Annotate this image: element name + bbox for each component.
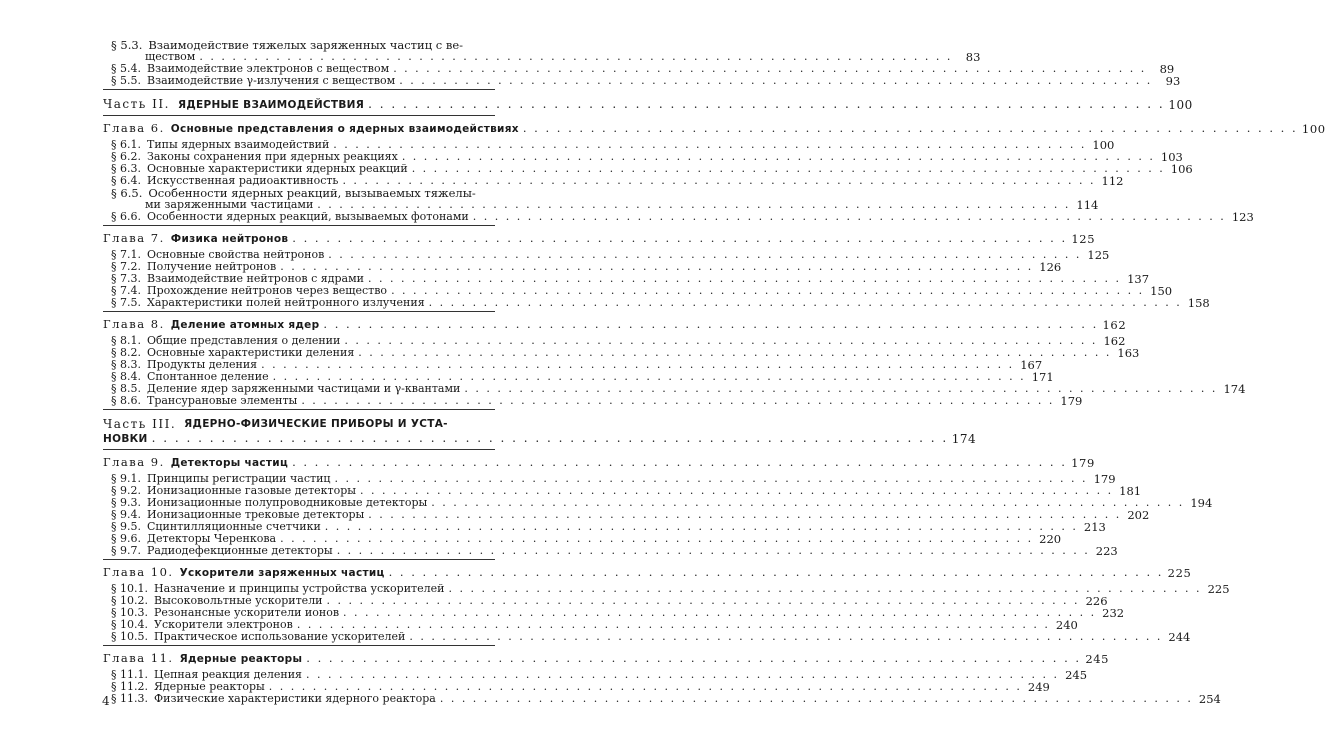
chapter-title-wrap	[103, 456, 1067, 469]
section-title: Прохождение нейтронов через вещество	[147, 284, 388, 297]
chapter-line	[103, 317, 1127, 332]
part-title: ЯДЕРНО-ФИЗИЧЕСКИЕ ПРИБОРЫ И УСТА-	[184, 418, 448, 430]
toc-page-number: 223	[1095, 544, 1118, 558]
section-title: Принципы регистрации частиц	[147, 472, 331, 485]
toc-page-number: 225	[1167, 566, 1192, 580]
toc-page-number: 106	[1170, 162, 1193, 176]
section-number: § 11.1.	[111, 668, 148, 681]
chapter-title: Ускорители заряженных частиц	[179, 567, 385, 579]
part-heading	[103, 409, 977, 446]
chapter-label: Глава 8.	[103, 317, 165, 331]
part-line	[103, 418, 495, 430]
section-title: Практическое использование ускорителей	[154, 630, 406, 643]
toc-page-number: 162	[1102, 318, 1127, 332]
section-number: § 10.4.	[111, 618, 148, 631]
section-line	[111, 210, 1254, 224]
section-title-wrap	[111, 211, 1226, 223]
section-title: Взаимодействие нейтронов с ядрами	[147, 272, 364, 285]
section-title-wrap	[111, 75, 1152, 87]
section-title-wrap	[111, 395, 1054, 407]
toc-page-number: 126	[1039, 260, 1062, 274]
section-title: Ускорители электронов	[154, 618, 293, 631]
toc-page-number: 245	[1065, 668, 1088, 682]
section-number: § 9.6.	[111, 532, 141, 545]
section-number: § 8.5.	[111, 382, 141, 395]
section-title: Трансурановые элементы	[147, 394, 298, 407]
toc-page-number: 171	[1031, 370, 1054, 384]
toc-page-number: 167	[1020, 358, 1043, 372]
chapter-title: Физика нейтронов	[170, 233, 289, 245]
section-title: Особенности ядерных реакций, вызываемых фотонами	[147, 210, 469, 223]
section-title: Взаимодействие электронов с веществом	[147, 62, 390, 75]
toc-section	[103, 74, 1181, 88]
chapter-title: Ядерные реакторы	[179, 653, 303, 665]
toc-page-number: 232	[1102, 606, 1125, 620]
section-line	[111, 394, 1083, 408]
toc-section	[103, 296, 1210, 310]
chapter-title-wrap	[103, 232, 1067, 245]
part-title-cont	[103, 432, 948, 445]
toc-page-number: 179	[1060, 394, 1083, 408]
section-number: § 6.5.	[111, 186, 143, 200]
toc-section	[103, 692, 1221, 706]
section-title: Взаимодействие тяжелых заряженных частиц с ве-	[148, 38, 464, 52]
toc-page-number: 125	[1087, 248, 1110, 262]
section-line	[111, 544, 1118, 558]
toc-page-number: 174	[951, 432, 977, 446]
toc-page-number: 179	[1093, 472, 1116, 486]
section-number: § 9.3.	[111, 496, 141, 509]
section-title: Ионизационные газовые детекторы	[147, 484, 357, 497]
chapter-title-wrap	[103, 122, 1298, 135]
section-number: § 9.7.	[111, 544, 141, 557]
section-number: § 7.3.	[111, 272, 141, 285]
section-title: Цепная реакция деления	[154, 668, 302, 681]
section-number: § 9.1.	[111, 472, 141, 485]
part-line	[103, 97, 1193, 112]
part-label: Часть III.	[103, 417, 177, 431]
part-line	[103, 432, 977, 446]
toc-page-number: 225	[1207, 582, 1230, 596]
part-title-2: НОВКИ	[103, 433, 148, 445]
chapter-title: Основные представления о ядерных взаимодействиях	[170, 123, 519, 135]
chapter-heading	[103, 225, 1096, 246]
chapter-line	[103, 651, 1110, 666]
section-line	[111, 630, 1191, 644]
toc-page-number: 100	[1301, 122, 1326, 136]
toc-page-number: 244	[1168, 630, 1191, 644]
section-number: § 8.4.	[111, 370, 141, 383]
toc-page-number: 202	[1127, 508, 1150, 522]
section-title: Ионизационные трековые детекторы	[147, 508, 365, 521]
toc-page-number: 226	[1085, 594, 1108, 608]
section-title: Основные свойства нейтронов	[147, 248, 325, 261]
toc-page-number: 100	[1168, 98, 1193, 112]
page-number: 4	[102, 694, 110, 708]
section-number: § 9.2.	[111, 484, 141, 497]
section-number: § 7.2.	[111, 260, 141, 273]
section-line	[111, 692, 1221, 706]
section-title: Сцинтилляционные счетчики	[147, 520, 321, 533]
section-number: § 5.5.	[111, 74, 141, 87]
section-title: Высоковольтные ускорители	[154, 594, 323, 607]
section-title: Основные характеристики деления	[147, 346, 355, 359]
section-title: Назначение и принципы устройства ускорителей	[154, 582, 445, 595]
section-number: § 9.4.	[111, 508, 141, 521]
section-number: § 10.3.	[111, 606, 148, 619]
section-number: § 9.5.	[111, 520, 141, 533]
section-title-wrap	[111, 545, 1090, 557]
section-title: Спонтанное деление	[147, 370, 269, 383]
chapter-line	[103, 121, 1326, 136]
chapter-line	[103, 565, 1192, 580]
section-title: Искусственная радиоактивность	[147, 174, 339, 187]
toc-page-number: 150	[1150, 284, 1173, 298]
section-title: Радиодефекционные детекторы	[147, 544, 333, 557]
toc-page-number: 240	[1055, 618, 1078, 632]
section-number: § 10.5.	[111, 630, 148, 643]
chapter-line	[103, 455, 1095, 470]
section-number: § 6.2.	[111, 150, 141, 163]
section-number: § 7.1.	[111, 248, 141, 261]
toc-page-number: 249	[1027, 680, 1050, 694]
section-number: § 8.6.	[111, 394, 141, 407]
toc-page-number: 123	[1231, 210, 1254, 224]
section-number: § 11.3.	[111, 692, 148, 705]
table-of-contents	[103, 38, 1326, 706]
part-heading	[103, 89, 1193, 112]
section-title: Резонансные ускорители ионов	[154, 606, 340, 619]
section-number: § 6.1.	[111, 138, 141, 151]
toc-page-number: 162	[1103, 334, 1126, 348]
toc-page-number: 137	[1127, 272, 1150, 286]
section-title: Ядерные реакторы	[154, 680, 265, 693]
section-number: § 8.3.	[111, 358, 141, 371]
section-number: § 11.2.	[111, 680, 148, 693]
section-title: Особенности ядерных реакций, вызываемых тяжелы-	[148, 186, 476, 200]
toc-section	[103, 210, 1254, 224]
toc-page-number: 112	[1101, 174, 1124, 188]
section-title: Физические характеристики ядерного реактора	[154, 692, 436, 705]
toc-page-number: 220	[1039, 532, 1062, 546]
chapter-heading	[103, 115, 1326, 136]
chapter-label: Глава 9.	[103, 455, 165, 469]
toc-page-number: 89	[1159, 62, 1175, 76]
section-number: § 8.1.	[111, 334, 141, 347]
toc-page-number: 163	[1117, 346, 1140, 360]
chapter-label: Глава 6.	[103, 121, 165, 135]
section-title: Законы сохранения при ядерных реакциях	[147, 150, 398, 163]
toc-page-number: 179	[1071, 456, 1095, 470]
toc-section	[103, 394, 1083, 408]
section-title: ществом	[145, 50, 196, 63]
part-title: ЯДЕРНЫЕ ВЗАИМОДЕЙСТВИЯ	[177, 99, 365, 111]
section-number: § 6.3.	[111, 162, 141, 175]
toc-page-number: 103	[1160, 150, 1183, 164]
toc-page-number: 114	[1076, 198, 1099, 212]
chapter-title-wrap	[103, 318, 1098, 331]
section-title: Основные характеристики ядерных реакций	[147, 162, 408, 175]
chapter-label: Глава 11.	[103, 651, 174, 665]
section-number: § 7.4.	[111, 284, 141, 297]
chapter-heading	[103, 645, 1110, 666]
section-number: § 5.4.	[111, 62, 141, 75]
section-number: § 6.6.	[111, 210, 141, 223]
section-title: Взаимодействие γ-излучения с веществом	[147, 74, 396, 87]
toc-page-number: 100	[1092, 138, 1115, 152]
toc-page-number: 181	[1119, 484, 1142, 498]
section-title-wrap	[111, 693, 1193, 705]
section-title: Ионизационные полупроводниковые детекторы	[147, 496, 428, 509]
toc-page-number: 158	[1187, 296, 1210, 310]
section-number: § 7.5.	[111, 296, 141, 309]
section-number: § 5.3.	[111, 38, 143, 52]
chapter-label: Глава 7.	[103, 231, 165, 245]
section-number: § 8.2.	[111, 346, 141, 359]
chapter-heading	[103, 449, 1095, 470]
chapter-title: Деление атомных ядер	[170, 319, 320, 331]
toc-page-number: 194	[1190, 496, 1213, 510]
chapter-heading	[103, 311, 1127, 332]
toc-page-number: 213	[1083, 520, 1106, 534]
chapter-title-wrap	[103, 652, 1081, 665]
section-title: Общие представления о делении	[147, 334, 341, 347]
chapter-title-wrap	[103, 566, 1163, 579]
part-title-wrap	[103, 98, 1165, 111]
section-title-wrap	[111, 297, 1182, 309]
toc-section	[103, 38, 981, 64]
chapter-title: Детекторы частиц	[170, 457, 289, 469]
toc-page-number: 174	[1223, 382, 1246, 396]
section-title: ми заряженными частицами	[145, 198, 314, 211]
toc-section	[103, 186, 1099, 212]
section-line	[111, 74, 1181, 88]
section-number: § 6.4.	[111, 174, 141, 187]
toc-page-number: 83	[965, 50, 981, 64]
section-title: Характеристики полей нейтронного излучения	[147, 296, 425, 309]
toc-section	[103, 630, 1191, 644]
section-title: Продукты деления	[147, 358, 258, 371]
toc-section	[103, 544, 1118, 558]
section-line	[111, 296, 1210, 310]
part-label: Часть II.	[103, 97, 170, 111]
toc-page-number: 93	[1165, 74, 1181, 88]
toc-page-number: 245	[1085, 652, 1110, 666]
toc-page-number: 254	[1198, 692, 1221, 706]
section-number: § 10.1.	[111, 582, 148, 595]
chapter-heading	[103, 559, 1192, 580]
section-title: Деление ядер заряженными частицами и γ-квантами	[147, 382, 461, 395]
section-title: Детекторы Черенкова	[147, 532, 277, 545]
toc-page-number: 125	[1071, 232, 1096, 246]
section-title-wrap	[111, 631, 1162, 643]
chapter-line	[103, 231, 1096, 246]
chapter-label: Глава 10.	[103, 565, 174, 579]
section-title: Типы ядерных взаимодействий	[147, 138, 330, 151]
section-number: § 10.2.	[111, 594, 148, 607]
section-title: Получение нейтронов	[147, 260, 277, 273]
